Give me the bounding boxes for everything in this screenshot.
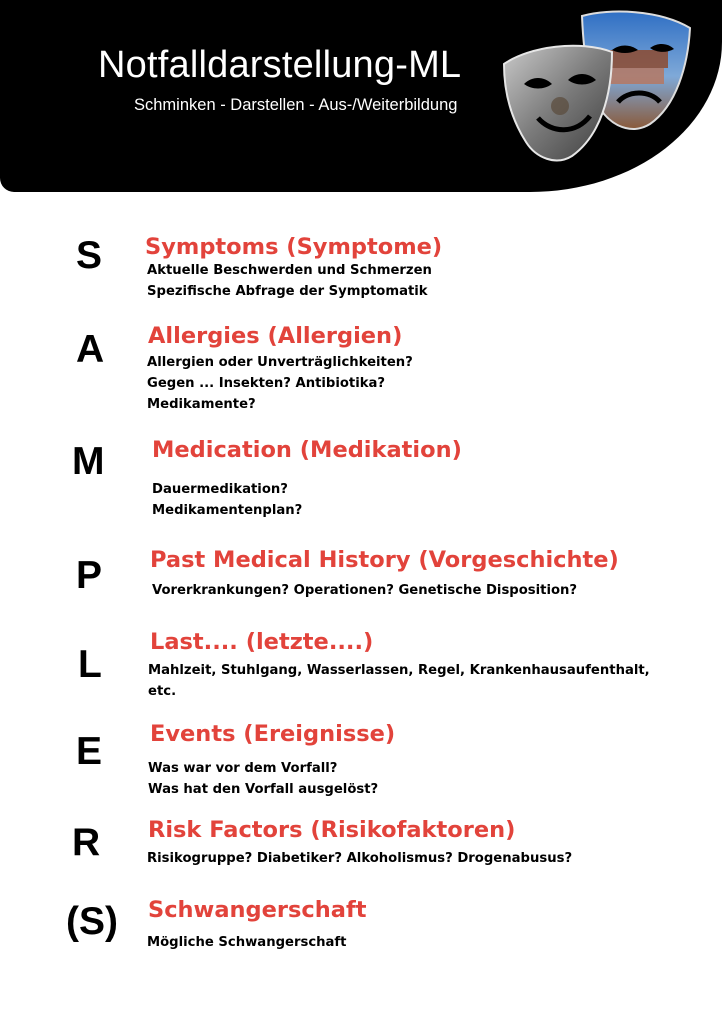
desc-line: Medikamentenplan? [152,503,303,518]
letter-a: A [76,328,105,371]
desc-line: Was hat den Vorfall ausgelöst? [148,782,379,797]
desc-line: Dauermedikation? [152,482,288,497]
desc-line: Mahlzeit, Stuhlgang, Wasserlassen, Regel, Krankenhausaufenthalt, [148,663,650,678]
letter-r: R [72,821,101,864]
letter-p: P [76,554,103,597]
desc-line: Aktuelle Beschwerden und Schmerzen [147,263,432,278]
desc-line: Vorerkrankungen? Operationen? Genetische Disposition? [152,583,578,598]
letter-m: M [72,440,105,483]
desc-line: Spezifische Abfrage der Symptomatik [147,284,428,299]
heading-past-medical-history: Past Medical History (Vorgeschichte) [150,547,619,573]
desc-line: Allergien oder Unverträglichkeiten? [147,355,413,370]
desc-line: etc. [148,684,177,699]
theater-masks-icon [500,6,700,171]
heading-events: Events (Ereignisse) [150,721,396,747]
heading-allergies: Allergies (Allergien) [148,323,403,349]
heading-symptoms: Symptoms (Symptome) [145,234,443,260]
letter-l: L [78,643,102,686]
heading-last: Last.... (letzte....) [150,629,374,655]
desc-line: Gegen ... Insekten? Antibiotika? [147,376,386,391]
heading-medication: Medication (Medikation) [152,437,462,463]
desc-line: Was war vor dem Vorfall? [148,761,338,776]
desc-line: Mögliche Schwangerschaft [147,935,347,950]
heading-pregnancy: Schwangerschaft [148,897,367,923]
desc-line: Medikamente? [147,397,256,412]
letter-s: S [76,234,103,277]
heading-risk-factors: Risk Factors (Risikofaktoren) [148,817,516,843]
letter-s-pregnancy: (S) [66,900,118,943]
letter-e: E [76,730,103,773]
page-subtitle: Schminken - Darstellen - Aus-/Weiterbildung [134,96,458,114]
page-title: Notfalldarstellung-ML [98,44,462,86]
desc-line: Risikogruppe? Diabetiker? Alkoholismus? Drogenabusus? [147,851,573,866]
header-banner [0,0,722,192]
